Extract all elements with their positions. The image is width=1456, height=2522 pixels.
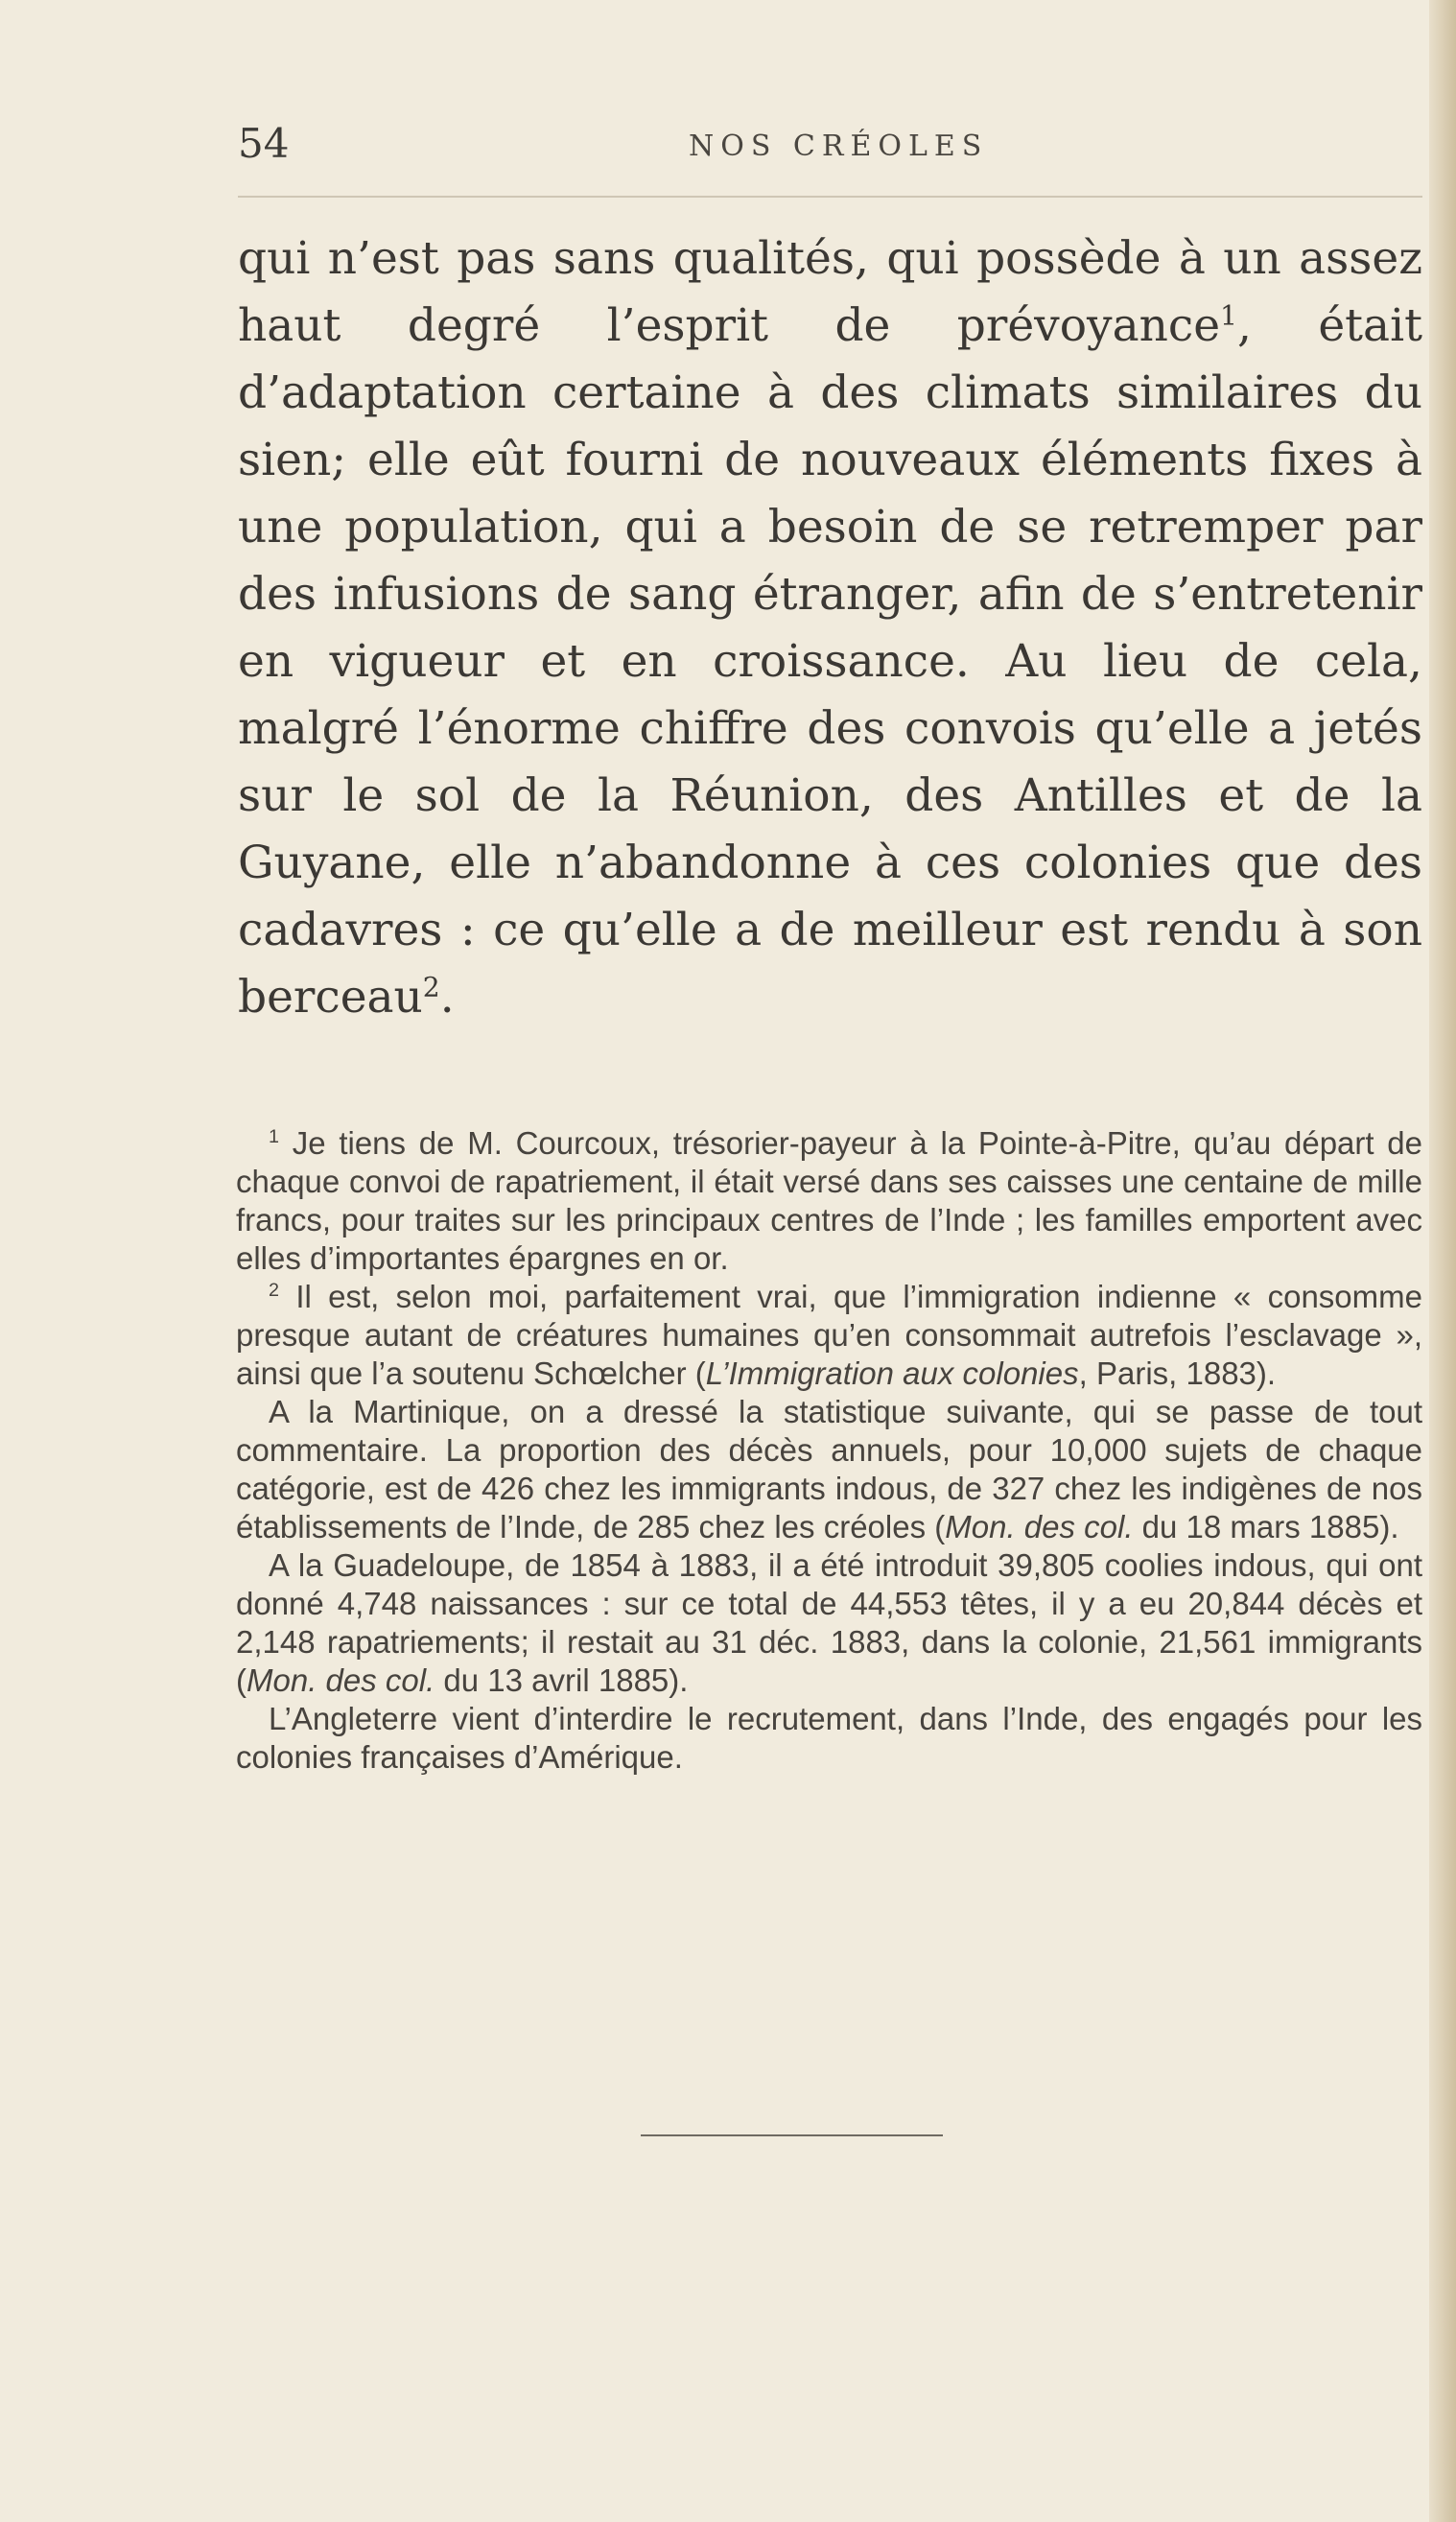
footnote-mark: 2 — [269, 1280, 280, 1301]
footnote-text: du 18 mars 1885). — [1133, 1509, 1399, 1544]
text-segment: qui n’est pas sans qualités, qui possède à un assez haut degré l’esprit de prévoyance — [238, 232, 1422, 352]
page-number: 54 — [238, 120, 290, 167]
footnote-2 — [236, 1278, 1422, 1393]
footnote-text: du 13 avril 1885). — [434, 1662, 689, 1698]
text-segment: , était d’adaptation certaine à des climats similaires du sien; elle eût fourni de nouveaux éléments fixes à une population, qui a besoin de se retremper par des infusions de sang étranger, afin de s’entretenir en vigueur et en croissance. Au lieu de cela, malgré l’énorme chiffre des convois qu’elle a jetés sur le sol de la Réunion, des Antilles et de la Guyane, elle n’abandonne à ces colonies que des cadavres : ce qu’elle a de meilleur est rendu à son berceau — [238, 299, 1422, 1024]
footnote-text: Il est, selon moi, parfaitement vrai, que l’immigration indienne « consomme presque autant de créatures humaines qu’en consommait autrefois l’esclavage », ainsi que l’a soutenu Schœlcher ( — [236, 1279, 1422, 1391]
footnote-1 — [236, 1124, 1422, 1278]
footnote-mark: 1 — [269, 1126, 280, 1147]
footnote-ref-2: 2 — [422, 971, 440, 1003]
main-text — [238, 225, 1422, 1031]
footnote-text: Je tiens de M. Courcoux, trésorier-payeur à la Pointe-à-Pitre, qu’au départ de chaque convoi de rapatriement, il était versé dans ses caisses une centaine de mille francs, pour traites sur les principaux centres de l’Inde ; les familles emportent avec elles d’importantes épargnes en or. — [236, 1125, 1422, 1276]
header-rule — [238, 196, 1422, 198]
citation-title: Mon. des col. — [945, 1509, 1134, 1544]
text-segment: . — [439, 971, 455, 1024]
footnote-text: A la Guadeloupe, de 1854 à 1883, il a été introduit 39,805 coolies indous, qui ont donné 4,748 naissances : sur ce total de 44,553 têtes, il y a eu 20,844 décès et 2,148 rapatriements; il restait au 31 déc. 1883, dans la colonie, 21,561 immigrants ( — [236, 1547, 1422, 1698]
main-paragraph — [238, 225, 1422, 1031]
footnote-text: L’Angleterre vient d’interdire le recrutement, dans l’Inde, des engagés pour les colonies françaises d’Amérique. — [236, 1701, 1422, 1775]
citation-title: Mon. des col. — [247, 1662, 435, 1698]
footnote-2-paragraph — [236, 1393, 1422, 1546]
page-edge — [1429, 0, 1456, 2522]
running-title: NOS CRÉOLES — [689, 130, 989, 163]
footnote-2-paragraph — [236, 1546, 1422, 1700]
page-header — [238, 115, 1422, 173]
footnote-text: A la Martinique, on a dressé la statistique suivante, qui se passe de tout commentaire. La proportion des décès annuels, pour 10,000 sujets de chaque catégorie, est de 426 chez les immigrants indous, de 327 chez les indigènes de nos établissements de l’Inde, de 285 chez les créoles ( — [236, 1394, 1422, 1544]
bottom-rule — [641, 2134, 943, 2136]
footnote-ref-1: 1 — [1220, 299, 1237, 332]
footnote-2-paragraph — [236, 1700, 1422, 1777]
footnotes — [236, 1124, 1422, 1777]
footnote-text: , Paris, 1883). — [1078, 1355, 1277, 1391]
citation-title: L’Immigration aux colonies — [705, 1355, 1079, 1391]
